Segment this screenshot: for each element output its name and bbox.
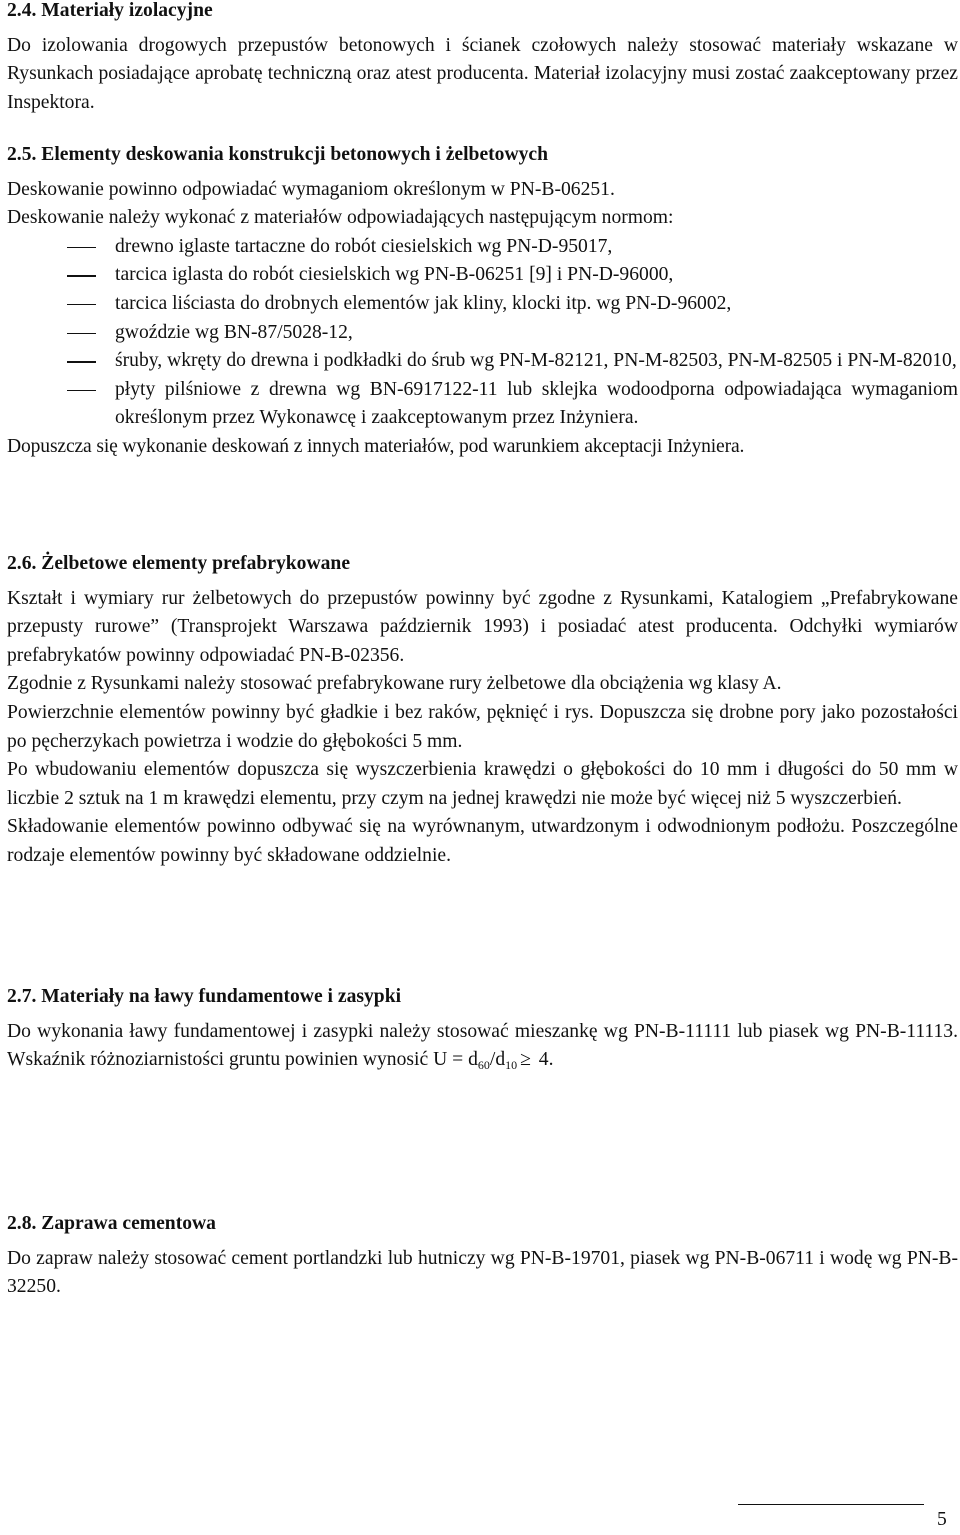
- paragraph: Po wbudowaniu elementów dopuszcza się wyszczerbienia krawędzi o głębokości do 10 mm i długości do 50 mm w liczbie 2 sztuk na 1 m krawędzi elementu, przy czym na jednej krawędzi nie może być więcej niż 5 wyszczerbień.: [7, 759, 958, 809]
- paragraph: Dopuszcza się wykonanie deskowań z innych materiałów, pod warunkiem akceptacji Inżyniera.: [7, 435, 745, 457]
- section-heading: 2.5. Elementy deskowania konstrukcji betonowych i żelbetowych: [7, 144, 549, 165]
- list-item: gwoździe wg BN-87/5028-12,: [7, 319, 958, 348]
- section-2-5: [7, 141, 958, 462]
- dash-bullet: [67, 361, 96, 363]
- list-item: tarcica liściasta do drobnych elementów jak kliny, klocki itp. wg PN-D-96002,: [7, 290, 958, 319]
- paragraph: Deskowanie należy wykonać z materiałów odpowiadających następującym normom:: [7, 207, 674, 229]
- dash-bullet: [67, 275, 96, 277]
- page-number: 5: [937, 1509, 947, 1530]
- list-item: śruby, wkręty do drewna i podkładki do śrub wg PN-M-82121, PN-M-82503, PN-M-82505 i PN-M-82010,: [7, 347, 958, 376]
- list-item: drewno iglaste tartaczne do robót ciesielskich wg PN-D-95017,: [7, 233, 958, 262]
- subscript: 60: [477, 1058, 490, 1073]
- section-heading: 2.8. Zaprawa cementowa: [7, 1213, 216, 1234]
- materials-list: [7, 233, 958, 433]
- paragraph: Do zapraw należy stosować cement portlandzki lub hutniczy wg PN-B-19701, piasek wg PN-B-06711 i wodę wg PN-B-32250.: [7, 1247, 958, 1298]
- section-heading: 2.4. Materiały izolacyjne: [7, 0, 213, 21]
- paragraph: Do wykonania ławy fundamentowej i zasypki należy stosować mieszankę wg PN-B-11111 lub piasek wg PN-B-11113. Wskaźnik różnoziarnistości gruntu powinien wynosić $U = d_{60}/d_{10} \ge 4$.: [7, 1020, 958, 1073]
- dash-bullet: [67, 333, 96, 335]
- paragraph: Kształt i wymiary rur żelbetowych do przepustów powinny być zgodne z Rysunkami, Katalogiem „Prefabrykowane przepusty rurowe” (Transprojekt Warszawa październik 1993) i posiadać atest producenta. Odchyłki wymiarów prefabrykatów powinny odpowiadać PN-B-02356.: [7, 587, 958, 666]
- section-2-8: [7, 1210, 958, 1302]
- paragraph: Składowanie elementów powinno odbywać się na wyrównanym, utwardzonym i odwodnionym podłożu. Poszczególne rodzaje elementów powinny być składowane oddzielnie.: [7, 816, 958, 866]
- section-heading: 2.7. Materiały na ławy fundamentowe i zasypki: [7, 986, 402, 1007]
- paragraph: Powierzchnie elementów powinny być gładkie i bez raków, pęknięć i rys. Dopuszcza się drobne pory jako pozostałości po pęcherzykach powietrza i wodzie do głębokości 5 mm.: [7, 701, 958, 752]
- dash-bullet: [67, 390, 96, 392]
- list-item: tarcica iglasta do robót ciesielskich wg PN-B-06251 [9] i PN-D-96000,: [7, 261, 958, 290]
- section-2-6: [7, 550, 958, 871]
- footer-rule: [738, 1504, 924, 1505]
- paragraph: Zgodnie z Rysunkami należy stosować prefabrykowane rury żelbetowe dla obciążenia wg klasy A.: [7, 673, 782, 695]
- list-item: płyty pilśniowe z drewna wg BN-6917122-11 lub sklejka wodoodporna odpowiadająca wymaganiom określonym przez Wykonawcę i zaakceptowanym przez Inżyniera.: [7, 376, 958, 433]
- paragraph: Do izolowania drogowych przepustów betonowych i ścianek czołowych należy stosować materiały wskazane w Rysunkach posiadające aprobatę techniczną oraz atest producenta. Materiał izolacyjny musi zostać zaakceptowany przez Inspektora.: [7, 34, 958, 113]
- geq-symbol: ≥: [520, 1049, 531, 1071]
- dash-bullet: [67, 247, 96, 249]
- dash-bullet: [67, 304, 96, 306]
- subscript: 10: [505, 1058, 518, 1073]
- section-2-4: [7, 0, 958, 117]
- paragraph: Deskowanie powinno odpowiadać wymaganiom określonym w PN-B-06251.: [7, 178, 615, 200]
- section-2-7: [7, 983, 958, 1075]
- section-heading: 2.6. Żelbetowe elementy prefabrykowane: [7, 553, 351, 574]
